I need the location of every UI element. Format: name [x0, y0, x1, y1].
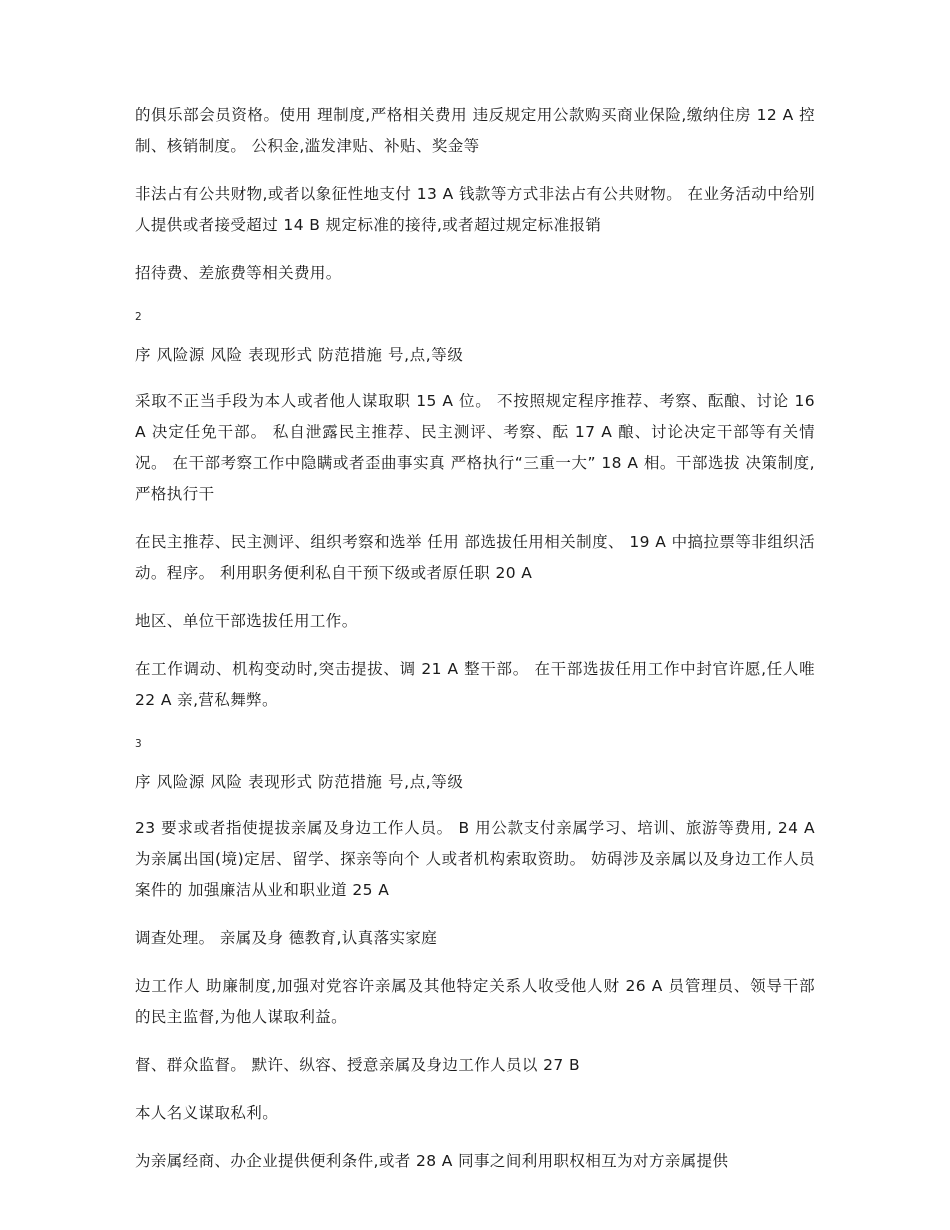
paragraph: 督、群众监督。 默许、纵容、授意亲属及身边工作人员以 27 B — [135, 1056, 581, 1074]
document-body — [135, 100, 815, 1177]
table-header-row: 序 风险源 风险 表现形式 防范措施 号,点,等级 — [135, 346, 464, 364]
paragraph: 的俱乐部会员资格。使用 理制度,严格相关费用 违反规定用公款购买商业保险,缴纳住房 12 A 控制、核销制度。 公积金,滥发津贴、补贴、奖金等 — [135, 106, 815, 155]
paragraph: 采取不正当手段为本人或者他人谋取职 15 A 位。 不按照规定程序推荐、考察、酝酿、讨论 16 A 决定任免干部。 私自泄露民主推荐、民主测评、考察、酝 17 A 酿、讨论决定干部等有关情况。 在干部考察工作中隐瞒或者歪曲事实真 严格执行“三重一大” 18 A 相。干部选拔 决策制度,严格执行干 — [135, 392, 815, 503]
paragraph: 非法占有公共财物,或者以象征性地支付 13 A 钱款等方式非法占有公共财物。 在业务活动中给别人提供或者接受超过 14 B 规定标准的接待,或者超过规定标准报销 — [135, 185, 815, 234]
page-number: 3 — [135, 738, 142, 750]
paragraph: 地区、单位干部选拔任用工作。 — [135, 612, 358, 630]
paragraph: 在民主推荐、民主测评、组织考察和选举 任用 部选拔任用相关制度、 19 A 中搞拉票等非组织活动。程序。 利用职务便利私自干预下级或者原任职 20 A — [135, 533, 815, 582]
paragraph: 为亲属经商、办企业提供便利条件,或者 28 A 同事之间利用职权相互为对方亲属提供 — [135, 1152, 729, 1170]
paragraph: 23 要求或者指使提拔亲属及身边工作人员。 B 用公款支付亲属学习、培训、旅游等费用, 24 A 为亲属出国(境)定居、留学、探亲等向个 人或者机构索取资助。 妨碍涉及亲属以及身边工作人员案件的 加强廉洁从业和职业道 25 A — [135, 819, 815, 899]
page-number: 2 — [135, 311, 142, 323]
table-header-row: 序 风险源 风险 表现形式 防范措施 号,点,等级 — [135, 773, 464, 791]
paragraph: 本人名义谋取私利。 — [135, 1104, 279, 1122]
paragraph: 调查处理。 亲属及身 德教育,认真落实家庭 — [135, 929, 438, 947]
paragraph: 边工作人 助廉制度,加强对党容许亲属及其他特定关系人收受他人财 26 A 员管理员、领导干部 的民主监督,为他人谋取利益。 — [135, 977, 815, 1026]
paragraph: 在工作调动、机构变动时,突击提拔、调 21 A 整干部。 在干部选拔任用工作中封官许愿,任人唯 22 A 亲,营私舞弊。 — [135, 660, 815, 709]
paragraph: 招待费、差旅费等相关费用。 — [135, 264, 342, 282]
